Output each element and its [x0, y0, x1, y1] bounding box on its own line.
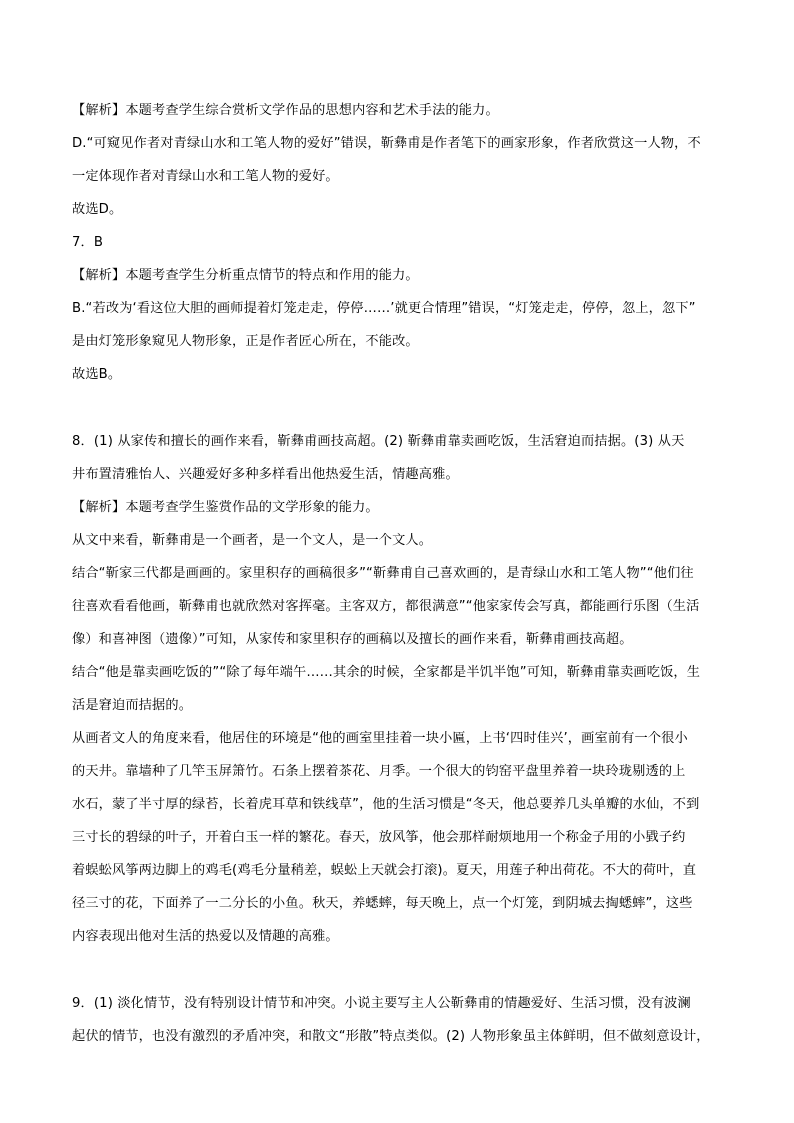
text-line: 故选D。: [72, 202, 123, 217]
question-8-answer: [72, 425, 724, 953]
text-line: 往喜欢看看他画，靳彝甫也就欣然对客挥毫。主客双方，都很满意”“他家家传会写真，都能画行乐图（生活: [72, 599, 700, 614]
text-line: 【解析】本题考查学生综合赏析文学作品的思想内容和艺术手法的能力。: [72, 103, 499, 118]
text-line: 三寸长的碧绿的叶子，开着白玉一样的繁花。春天，放风筝，他会那样耐烦地用一个称金子用的小戥子约: [72, 830, 686, 845]
text-line: 【解析】本题考查学生鉴赏作品的文学形象的能力。: [72, 500, 379, 515]
text-line: D.“可窥见作者对青绿山水和工笔人物的爱好”错误，靳彝甫是作者笔下的画家形象，作者欣赏这一人物，不: [72, 136, 701, 151]
text-line: 【解析】本题考查学生分析重点情节的特点和作用的能力。: [72, 268, 419, 283]
question-7-answer: [72, 226, 724, 391]
text-line: 结合“靳家三代都是画画的。家里积存的画稿很多”“靳彝甫自己喜欢画的，是青绿山水和工笔人物”“他们往: [72, 566, 694, 581]
answer-page: [72, 94, 724, 1053]
text-line: 结合“他是靠卖画吃饭的”“除了每年端午……其余的时候，全家都是半饥半饱”可知，靳彝甫靠卖画吃饭，生: [72, 665, 701, 680]
text-line: 一定体现作者对青绿山水和工笔人物的爱好。: [72, 169, 339, 184]
text-line: B.“若改为‘看这位大胆的画师提着灯笼走走，停停……’就更合情理”错误，“灯笼走走，停停，忽上，忽下”: [72, 301, 696, 316]
section-spacer: [72, 391, 724, 425]
text-line: 从文中来看，靳彝甫是一个画者，是一个文人，是一个文人。: [72, 533, 433, 548]
text-line: 的天井。靠墙种了几竿玉屏箫竹。石条上摆着茶花、月季。一个很大的钧窑平盘里养着一块玲珑剔透的上: [72, 764, 686, 779]
text-line: 活是窘迫而拮据的。: [72, 698, 193, 713]
text-line: 起伏的情节，也没有激烈的矛盾冲突，和散文“形散”特点类似。(2) 人物形象虽主体鲜明，但不做刻意设计，: [72, 1029, 710, 1044]
text-line: 径三寸的花，下面养了一二分长的小鱼。秋天，养蟋蟀，每天晚上，点一个灯笼，到阴城去掏蟋蟀”，这些: [72, 896, 693, 911]
text-line: 是由灯笼形象窥见人物形象，正是作者匠心所在，不能改。: [72, 334, 419, 349]
text-line: 故选B。: [72, 367, 122, 382]
text-line: 像）和喜神图（遗像）”可知，从家传和家里积存的画稿以及擅长的画作来看，靳彝甫画技高超。: [72, 632, 633, 647]
text-line: 水石，蒙了半寸厚的绿苔，长着虎耳草和铁线草”，他的生活习惯是“冬天，他总要养几头单瓣的水仙，不到: [72, 797, 700, 812]
text-line: 井布置清雅怡人、兴趣爱好多种多样看出他热爱生活，情趣高雅。: [72, 467, 459, 482]
text-line: 内容表现出他对生活的热爱以及情趣的高雅。: [72, 929, 339, 944]
text-line: 着蜈蚣风筝两边脚上的鸡毛(鸡毛分量稍差，蜈蚣上天就会打滚)。夏天，用莲子种出荷花。不大的荷叶，直: [72, 863, 697, 878]
section-spacer: [72, 953, 724, 987]
text-line: 7．B: [72, 235, 104, 250]
text-line: 8．(1) 从家传和擅长的画作来看，靳彝甫画技高超。(2) 靳彝甫靠卖画吃饭，生活窘迫而拮据。(3) 从天: [72, 434, 685, 449]
text-line: 从画者文人的角度来看，他居住的环境是“他的画室里挂着一块小匾，上书‘四时佳兴’，画室前有一个很小: [72, 731, 688, 746]
text-line: 9．(1) 淡化情节，没有特别设计情节和冲突。小说主要写主人公靳彝甫的情趣爱好、生活习惯，没有波澜: [72, 996, 691, 1011]
section-6-analysis: [72, 94, 724, 226]
question-9-answer: [72, 987, 724, 1053]
